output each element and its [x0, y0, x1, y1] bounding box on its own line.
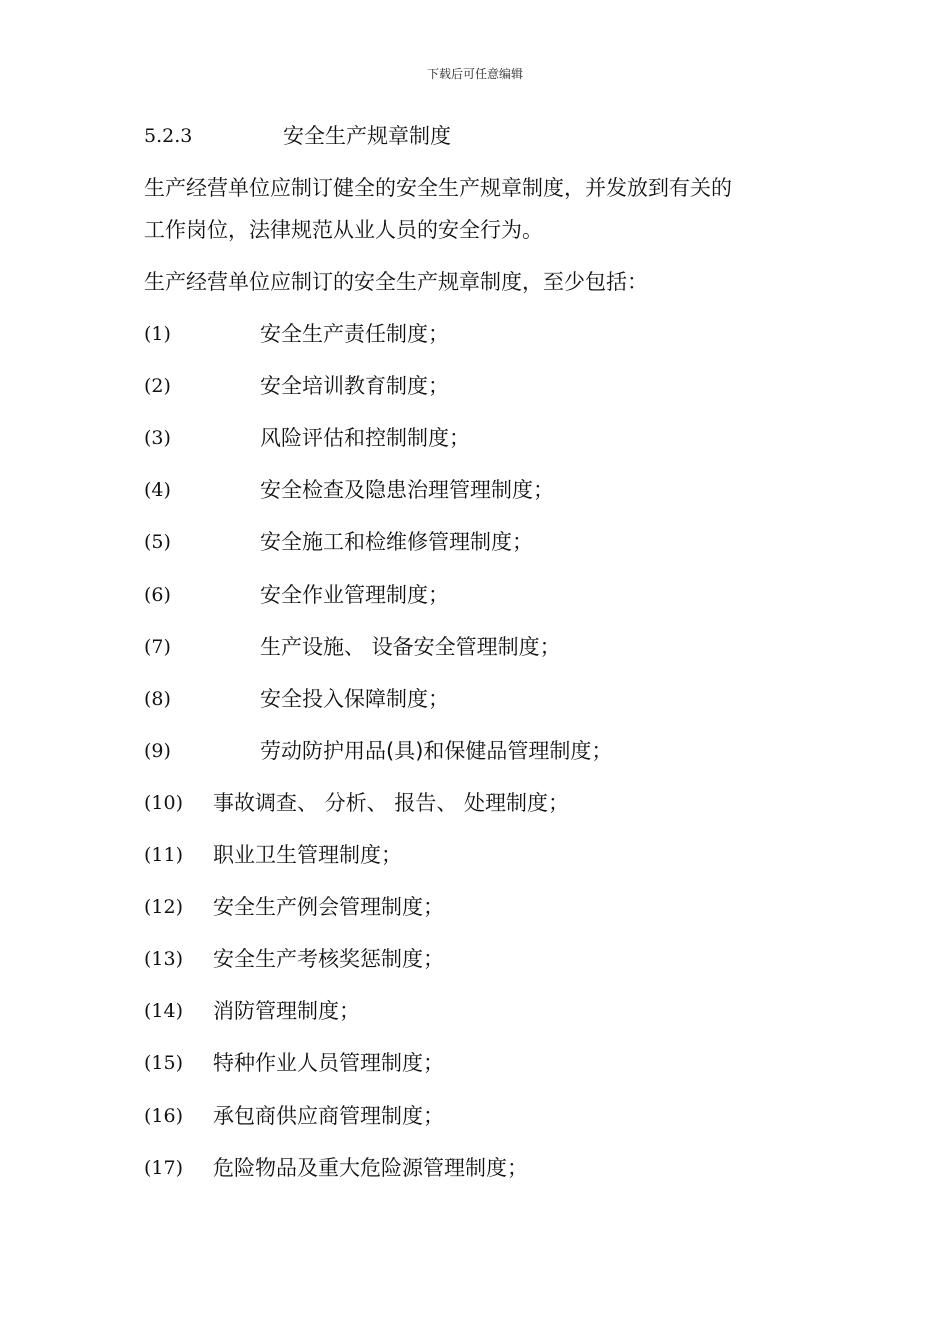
list-item-text: 消防管理制度； — [213, 999, 360, 1023]
list-item-text: 承包商供应商管理制度； — [213, 1104, 444, 1128]
page-header: 下载后可任意编辑 — [426, 67, 523, 81]
list-item-number: (11) — [144, 844, 184, 866]
list-item-number: (2) — [144, 375, 171, 397]
list-item-text: 劳动防护用品(具)和保健品管理制度； — [260, 739, 613, 763]
list-item-text: 生产设施、 设备安全管理制度； — [260, 635, 561, 659]
list-item-number: (7) — [144, 636, 171, 658]
section-number: 5.2.3 — [144, 125, 193, 147]
list-item-text: 安全生产责任制度； — [260, 322, 449, 346]
paragraph-line: 生产经营单位应制订的安全生产规章制度，至少包括： — [144, 270, 648, 294]
list-item-text: 特种作业人员管理制度； — [213, 1051, 444, 1075]
list-item-number: (8) — [144, 688, 171, 710]
list-item-text: 风险评估和控制制度； — [260, 426, 470, 450]
list-item-number: (4) — [144, 479, 171, 501]
list-item-number: (10) — [144, 792, 184, 814]
list-item-text: 安全培训教育制度； — [260, 374, 449, 398]
list-item-number: (17) — [144, 1157, 184, 1179]
paragraph-line: 工作岗位，法律规范从业人员的安全行为。 — [144, 218, 543, 242]
list-item-number: (9) — [144, 740, 171, 762]
list-item-text: 危险物品及重大危险源管理制度； — [213, 1156, 528, 1180]
list-item-text: 安全生产例会管理制度； — [213, 895, 444, 919]
list-item-number: (12) — [144, 896, 184, 918]
list-item-number: (1) — [144, 323, 171, 345]
list-item-number: (6) — [144, 584, 171, 606]
section-title: 安全生产规章制度 — [283, 124, 451, 148]
list-item-number: (13) — [144, 948, 184, 970]
list-item-number: (5) — [144, 531, 171, 553]
list-item-text: 安全检查及隐患治理管理制度； — [260, 478, 554, 502]
list-item-text: 安全投入保障制度； — [260, 687, 449, 711]
list-item-text: 安全作业管理制度； — [260, 583, 449, 607]
list-item-number: (3) — [144, 427, 171, 449]
list-item-text: 安全生产考核奖惩制度； — [213, 947, 444, 971]
list-item-number: (15) — [144, 1052, 184, 1074]
paragraph-line: 生产经营单位应制订健全的安全生产规章制度，并发放到有关的 — [144, 176, 732, 200]
list-item-text: 事故调查、 分析、 报告、 处理制度； — [213, 791, 570, 815]
list-item-number: (14) — [144, 1000, 184, 1022]
list-item-number: (16) — [144, 1105, 184, 1127]
list-item-text: 职业卫生管理制度； — [213, 843, 402, 867]
list-item-text: 安全施工和检维修管理制度； — [260, 530, 533, 554]
